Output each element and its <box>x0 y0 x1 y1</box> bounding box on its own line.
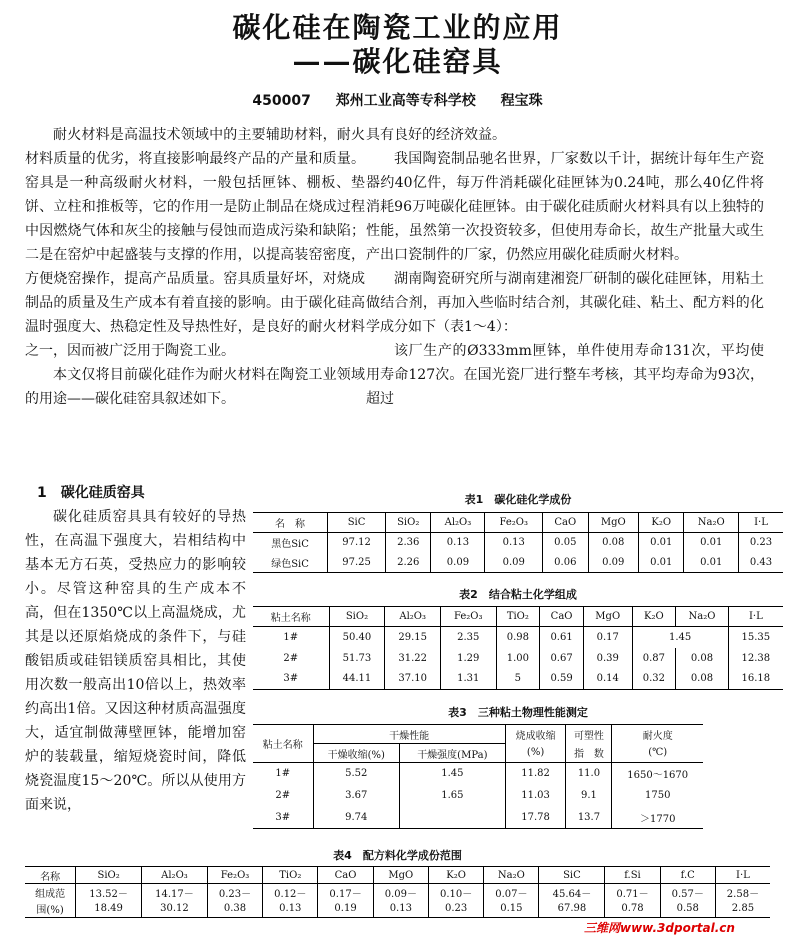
table-header: 干燥收缩(%) <box>313 744 399 763</box>
table-cell: 0.61 <box>540 627 584 648</box>
table-cell: 0.19 <box>318 901 373 918</box>
table-header: MgO <box>373 867 428 884</box>
table-cell: 0.12－ <box>263 884 318 901</box>
table-cell: 0.05 <box>543 533 588 553</box>
table-header: I·L <box>728 607 783 627</box>
table-cell: 29.15 <box>385 627 441 648</box>
table-cell: 3# <box>253 669 329 690</box>
table-header: 干燥强度(MPa) <box>399 744 505 763</box>
table4-caption: 表4 配方料化学成份范围 <box>333 849 462 862</box>
table-cell: 9.1 <box>566 785 612 807</box>
paper-title-line2: ——碳化硅窑具 <box>292 45 503 78</box>
table-cell: ＞1770 <box>612 807 703 829</box>
table-header: TiO₂ <box>263 867 318 884</box>
table-cell: 18.49 <box>76 901 142 918</box>
table-cell: 11.0 <box>566 763 612 785</box>
table-header: 指 数 <box>566 744 612 763</box>
table-header: SiC <box>539 867 605 884</box>
table-cell: 围(%) <box>25 901 76 918</box>
table-cell: 0.15 <box>484 901 539 918</box>
table-cell: 0.32 <box>632 669 676 690</box>
table-cell: 0.23 <box>738 533 783 553</box>
table-cell: 30.12 <box>142 901 208 918</box>
table-header: Fe₂O₃ <box>485 513 543 533</box>
paragraph: 耐火材料是高温技术领域中的主要辅助材料，耐火材料质量的优劣，将直接影响最终产品的产量和质量。窑具是一种高级耐火材料，一般包括匣钵、棚板、垫饼、立柱和推板等，它的作用一是防止制品在烧成过程中因燃烧气体和灰尘的接触与侵蚀而造成污染和缺陷；二是在窑炉中起盛装与支撑的作用，以提高装窑密度，方便烧窑操作，提高产品质量。窑具质量好坏，对烧成制品的质量及生产成本有着直接的影响。由于碳化硅高温时强度大、热稳定性及导热性好，是良好的耐火材料之一，因而被广泛用于陶瓷工业。 <box>25 127 365 359</box>
table-cell: 组成范 <box>35 888 66 900</box>
table-cell: 31.22 <box>385 648 441 669</box>
table-cell: 67.98 <box>539 901 605 918</box>
table-cell: 0.13 <box>485 533 543 553</box>
table-header: 名称 <box>25 867 76 884</box>
table-row <box>253 785 703 807</box>
table-cell: 0.87 <box>632 648 676 669</box>
table-cell: 1# <box>275 768 291 780</box>
table-row <box>253 807 703 829</box>
table-cell: 0.13 <box>431 533 485 553</box>
table-cell: 0.17 <box>583 627 632 648</box>
table-row <box>253 763 703 785</box>
table-cell: 50.40 <box>329 627 385 648</box>
table-cell: 0.58 <box>660 901 715 918</box>
table-cell: 3# <box>253 807 313 829</box>
table-cell: 0.10－ <box>428 884 483 901</box>
table-header: 名 称 <box>253 513 328 533</box>
table-cell: 0.23－ <box>207 884 262 901</box>
table-cell: 0.01 <box>684 553 739 573</box>
table-cell: 12.38 <box>728 648 783 669</box>
table-header: 烧成收缩 <box>505 725 566 744</box>
table-cell: 51.73 <box>329 648 385 669</box>
table-cell: 0.98 <box>496 627 540 648</box>
table-cell: 0.14 <box>583 669 632 690</box>
paragraph: 该厂生产的Ø333mm匣钵，单件使用寿命131次，平均使用寿命127次。在国光瓷厂进行整车考核，其平均寿命为93次，超过 <box>366 343 764 407</box>
table2-caption: 表2 结合粘土化学组成 <box>459 588 577 601</box>
table-row <box>253 553 783 573</box>
table-cell: 0.09 <box>485 553 543 573</box>
table-header: f.Si <box>605 867 660 884</box>
table-header: SiO₂ <box>329 607 385 627</box>
table-cell: 0.08 <box>676 669 728 690</box>
paragraph: 本文仅将目前碳化硅作为耐火材料在陶瓷工业领域的用途——碳化硅窑具叙述如下。 <box>25 367 365 407</box>
table-cell: 0.09－ <box>373 884 428 901</box>
table-header: (℃) <box>612 744 703 763</box>
table-cell: 0.43 <box>738 553 783 573</box>
table-cell: 2# <box>275 790 291 801</box>
table-header: I·L <box>715 867 770 884</box>
table-cell: 0.01 <box>639 533 684 553</box>
table-row <box>25 901 770 918</box>
table-header: TiO₂ <box>496 607 540 627</box>
table-cell: 0.13 <box>263 901 318 918</box>
table-cell: 2.36 <box>386 533 431 553</box>
table-header: Na₂O <box>676 607 728 627</box>
table-header: 粘土名称 <box>253 725 313 763</box>
paragraph: 湖南陶瓷研究所与湖南建湘瓷厂研制的碳化硅匣钵，用粘土做结合剂，再加入些临时结合剂，其碳化硅、粘土、配方料的化学成分如下（表1～4）： <box>366 271 764 335</box>
table-cell: 11.03 <box>505 785 566 807</box>
table-cell: 9.74 <box>313 807 399 829</box>
table-header: Na₂O <box>484 867 539 884</box>
table-cell: 2.58－ <box>715 884 770 901</box>
table3 <box>253 724 703 829</box>
table-header: Fe₂O₃ <box>441 607 496 627</box>
table-header: 可塑性 <box>566 725 612 744</box>
table-cell: 3.67 <box>313 785 399 807</box>
table-row <box>25 884 770 901</box>
table-header: MgO <box>588 513 638 533</box>
table-cell: 0.09 <box>588 553 638 573</box>
table-cell: 0.01 <box>639 553 684 573</box>
section-heading: 1 碳化硅质窑具 <box>37 485 145 501</box>
table-cell: 0.01 <box>684 533 739 553</box>
table-cell: 97.25 <box>328 553 386 573</box>
left-column <box>25 123 365 411</box>
paragraph: 碳化硅质窑具具有较好的导热性，在高温下强度大，岩相结构中基本无方石英，受热应力的影响较小。尽管这种窑具的生产成本不高，但在1350℃以上高温烧成，尤其是以还原焰烧成的条件下，与硅酸铝质或硅铝镁质窑具相比，其使用次数一般高出10倍以上，热效率约高出1倍。又因这种材质高温强度大，适宜制做薄壁匣钵，能增加窑炉的装载量，缩短烧瓷时间，降低烧瓷温度15～20℃。所以从使用方面来说， <box>25 509 246 813</box>
paper-title-line1: 碳化硅在陶瓷工业的应用 <box>232 11 563 44</box>
table-cell: 13.52－ <box>76 884 142 901</box>
table-cell <box>399 807 505 829</box>
table-cell: 0.17－ <box>318 884 373 901</box>
table-cell: 绿色SiC <box>253 553 328 573</box>
paragraph: 具有良好的经济效益。 <box>366 127 506 143</box>
table-header: f.C <box>660 867 715 884</box>
table-header: SiC <box>328 513 386 533</box>
table-cell: 0.57－ <box>660 884 715 901</box>
table-cell: 11.82 <box>505 763 566 785</box>
table-header: CaO <box>543 513 588 533</box>
table-cell: 1.29 <box>441 648 496 669</box>
table-cell: 1.45 <box>632 627 728 648</box>
table-header: K₂O <box>632 607 676 627</box>
table-cell: 0.08 <box>588 533 638 553</box>
table-cell: 0.39 <box>583 648 632 669</box>
table-header: Na₂O <box>684 513 739 533</box>
table-cell: 2.85 <box>715 901 770 918</box>
table-row <box>253 627 783 648</box>
watermark: 三维网www.3dportal.cn <box>584 921 735 935</box>
table-header: K₂O <box>428 867 483 884</box>
table-cell: 5 <box>496 669 540 690</box>
table-header: Fe₂O₃ <box>207 867 262 884</box>
table-cell: 17.78 <box>505 807 566 829</box>
table-cell: 0.07－ <box>484 884 539 901</box>
table-cell: 0.59 <box>540 669 584 690</box>
table-cell: 0.13 <box>373 901 428 918</box>
table-cell: 0.38 <box>207 901 262 918</box>
postcode: 450007 <box>252 93 311 109</box>
table-header: MgO <box>583 607 632 627</box>
table-row <box>253 669 783 690</box>
table-cell: 0.67 <box>540 648 584 669</box>
table-cell: 44.11 <box>329 669 385 690</box>
table-cell: 0.78 <box>605 901 660 918</box>
table-row <box>253 648 783 669</box>
table1-caption: 表1 碳化硅化学成份 <box>464 493 572 506</box>
table-cell: 15.35 <box>728 627 783 648</box>
table3-caption: 表3 三种粘土物理性能测定 <box>448 706 588 719</box>
table-cell: 14.17－ <box>142 884 208 901</box>
institution: 郑州工业高等专科学校 <box>335 93 476 109</box>
table-cell: 37.10 <box>385 669 441 690</box>
table-header: Al₂O₃ <box>142 867 208 884</box>
table1 <box>253 512 783 573</box>
section1-body <box>25 505 246 817</box>
table-cell: 16.18 <box>728 669 783 690</box>
table-cell: 2# <box>283 652 299 664</box>
table-cell: 1.00 <box>496 648 540 669</box>
table-header: Al₂O₃ <box>385 607 441 627</box>
table-row <box>253 533 783 553</box>
table-cell: 0.71－ <box>605 884 660 901</box>
table-header: 粘土名称 <box>253 607 329 627</box>
table-header: CaO <box>318 867 373 884</box>
table2 <box>253 606 783 690</box>
table-header: SiO₂ <box>386 513 431 533</box>
table-header: (%) <box>505 744 566 763</box>
table-cell: 2.26 <box>386 553 431 573</box>
table-header: K₂O <box>639 513 684 533</box>
table-cell: 0.09 <box>431 553 485 573</box>
table-cell: 1# <box>283 631 299 643</box>
table-cell: 0.06 <box>543 553 588 573</box>
table-cell: 5.52 <box>313 763 399 785</box>
table-header: Al₂O₃ <box>431 513 485 533</box>
author-name: 程宝珠 <box>500 93 543 109</box>
table-cell: 97.12 <box>328 533 386 553</box>
table-cell: 黑色SiC <box>271 539 309 551</box>
table4 <box>25 866 770 918</box>
table-cell: 1.45 <box>399 763 505 785</box>
paragraph: 我国陶瓷制品驰名世界，厂家数以千计，据统计每年生产瓷器约40亿件，每万件消耗碳化硅匣钵为0.24吨，那么40亿件将消耗96万吨碳化硅匣钵。由于碳化硅质耐火材料具有以上独特的性能，虽然第一次投资较多，但使用寿命长，故生产批量大或生产出口瓷制件的厂家，仍然应用碳化硅质耐火材料。 <box>366 151 764 263</box>
table-header: CaO <box>540 607 584 627</box>
table-header: 耐火度 <box>612 725 703 744</box>
table-cell: 2.35 <box>441 627 496 648</box>
table-header: SiO₂ <box>76 867 142 884</box>
right-column <box>366 123 764 411</box>
table-header: 干燥性能 <box>313 725 505 744</box>
table-cell: 1.65 <box>399 785 505 807</box>
author-affiliation <box>0 90 795 110</box>
table-cell: 0.08 <box>676 648 728 669</box>
table-cell: 13.7 <box>566 807 612 829</box>
table-cell: 0.23 <box>428 901 483 918</box>
table-cell: 1750 <box>612 785 703 807</box>
table-cell: 1650～1670 <box>612 763 703 785</box>
table-header: I·L <box>738 513 783 533</box>
table-cell: 1.31 <box>441 669 496 690</box>
table-cell: 45.64－ <box>539 884 605 901</box>
